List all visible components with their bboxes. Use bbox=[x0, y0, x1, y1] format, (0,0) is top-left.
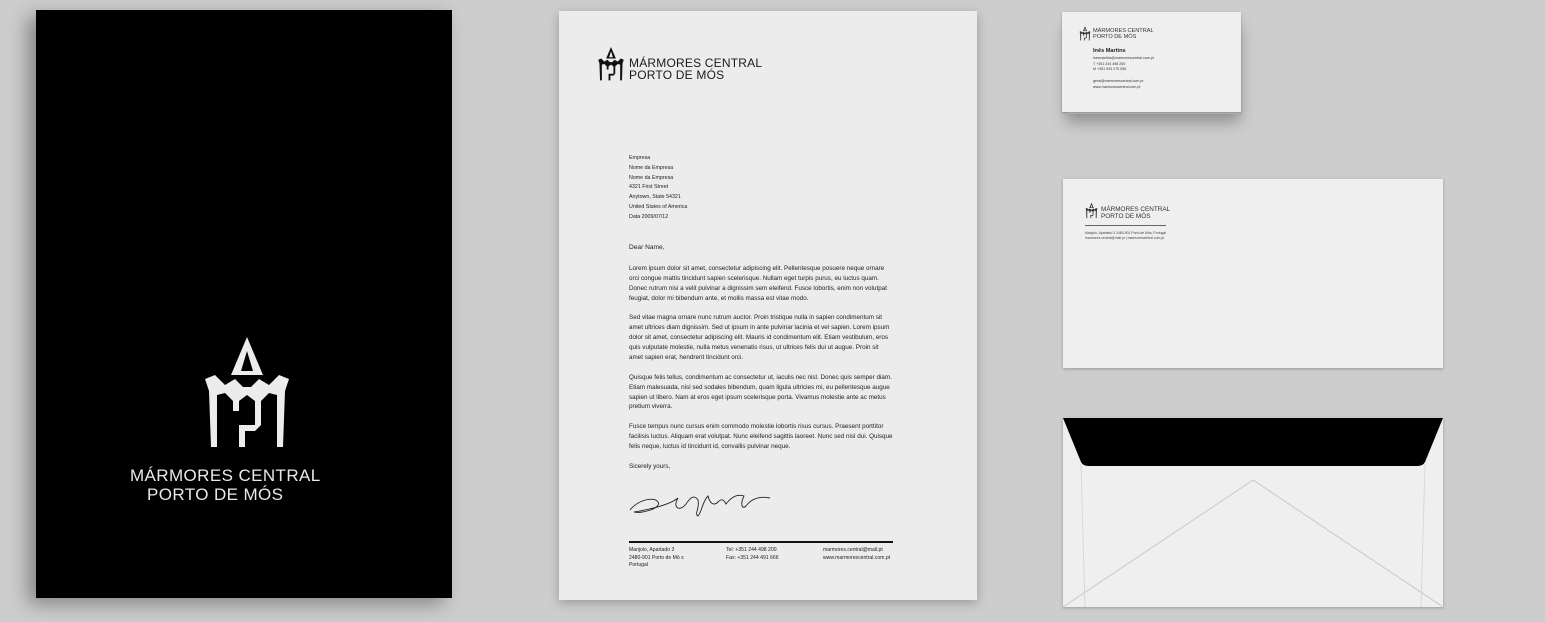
envelope-flap-icon bbox=[1063, 418, 1443, 607]
address-line: Manjolo, Apartado 3 2480-901 Porto de Mós, Portugal bbox=[1085, 231, 1167, 235]
card-contacts bbox=[1093, 56, 1154, 73]
address-line: Nome da Empresa bbox=[629, 174, 674, 181]
address-line: 4321 First Street bbox=[629, 184, 669, 191]
letterhead-brand-name bbox=[629, 57, 762, 81]
address-line: Nome da Empresa bbox=[629, 164, 674, 171]
address-line: Empresa bbox=[629, 155, 651, 161]
brand-logo-icon bbox=[1085, 202, 1098, 219]
brand-name-line2: PORTO DE MÓS bbox=[147, 485, 284, 504]
brand-name-line2: PORTO DE MÓS bbox=[1101, 212, 1151, 220]
footer-rule bbox=[629, 541, 893, 543]
body-paragraph: Fusce tempus nunc cursus enim commodo molestie lobortis risus cursus. Praesent porttitor facilisis luctus. Aliquam erat volutpat. Nunc eleifend sagittis laoreet. Nunc sed nisl dui. Quisque felis neque, luctus id tincidunt id, convallis pulvinar neque. bbox=[629, 423, 893, 450]
footer-line: Fax: +351 244 491 666 bbox=[726, 554, 779, 561]
card-person-name: Inês Martins bbox=[1093, 48, 1126, 54]
brand-logo-icon bbox=[597, 46, 625, 82]
footer-line: Tel: +351 244 498 200 bbox=[726, 547, 777, 553]
card-brand-name bbox=[1093, 29, 1154, 41]
contact-line: geral@marmorescentral.com.pt bbox=[1093, 79, 1144, 83]
recipient-address bbox=[629, 154, 687, 223]
body-paragraph: Sed vitae magna ornare nunc rutrum auctor. Proin tristique nulla in sapien condimentum sit amet ultrices diam dignissim. Sed ut ipsum in ante pulvinar lacinia et vel sapien. Lorem ipsum dolor sit amet, consectetur adipiscing elit. Mauris id condimentum elit. Etiam vestibulum, eros quis vulputate molestie, nulla metus venenatis risus, ut ultrices felis dui ut augue. Proin sit amet sapien erat, hendrerit tincidunt orci. bbox=[629, 314, 890, 362]
brand-name-line1: MÁRMORES CENTRAL bbox=[130, 466, 321, 485]
brand-logo-icon bbox=[201, 335, 293, 451]
envelope-back bbox=[1063, 418, 1443, 607]
brand-name-line1: MÁRMORES CENTRAL bbox=[629, 56, 763, 70]
black-presentation-folder bbox=[36, 10, 452, 598]
brand-name-line1: MÁRMORES CENTRAL bbox=[1093, 28, 1154, 34]
closing: Sicerely yours, bbox=[629, 462, 671, 470]
letter-body bbox=[629, 264, 893, 481]
brand-name-line2: PORTO DE MÓS bbox=[1093, 33, 1137, 40]
footer-web bbox=[823, 547, 890, 562]
address-line: marmores.central@mail.pt | marmorescentral.com.pt bbox=[1085, 235, 1165, 240]
body-paragraph: Quisque felis tellus, condimentum ac consectetur ut, iaculis nec nisl. Donec quis semper diam. Etiam malesuada, nisl sed sodales bibendum, quam ligula ultricies mi, eu pellentesque augue sapien ut libero. Nam at eros eget ipsum scelerisque porta. Vivamus molestie ante ac metus pretium viverra. bbox=[629, 373, 892, 411]
brand-logo-icon bbox=[1079, 26, 1091, 41]
contact-line: T +351 244 498 200 bbox=[1093, 61, 1126, 66]
footer-line: Portugal bbox=[629, 562, 648, 568]
envelope-rule bbox=[1085, 225, 1166, 226]
address-line: United States of America bbox=[629, 203, 688, 210]
contact-line: M +351 933 275 056 bbox=[1093, 67, 1127, 71]
footer-phones bbox=[726, 547, 779, 562]
footer-line: www.marmorescentral.com.pt bbox=[823, 554, 891, 561]
brand-name-line1: MÁRMORES CENTRAL bbox=[1101, 206, 1171, 213]
signature-icon bbox=[628, 486, 774, 520]
envelope-brand-name bbox=[1101, 207, 1170, 220]
brand-name-line2: PORTO DE MÓS bbox=[629, 68, 725, 82]
salutation: Dear Name, bbox=[629, 244, 665, 251]
envelope-address bbox=[1085, 231, 1166, 240]
contact-line: inesmartins@marmorescentral.com.pt bbox=[1093, 56, 1154, 60]
card-contacts-secondary bbox=[1093, 79, 1143, 90]
address-line: Anytown, State 54321 bbox=[629, 194, 681, 201]
footer-line: 2480-901 Porto de Mó s bbox=[629, 554, 684, 561]
letter-date: Data 2009/07/12 bbox=[629, 213, 669, 220]
contact-line: www.marmorescentral.com.pt bbox=[1093, 84, 1141, 89]
footer-line: Manjolo, Apartado 3 bbox=[629, 547, 675, 553]
folder-brand-name bbox=[130, 466, 390, 504]
footer-address bbox=[629, 547, 684, 570]
body-paragraph: Lorem ipsum dolor sit amet, consectetur adipiscing elit. Pellentesque posuere neque ornare orci congue mattis tincidunt sapien scelerisque. Nullam eget turpis purus, eu luctus quam. Donec rutrum nisi a velit pulvinar a dignissim sem eleifend. Fusce lobortis, enim non volutpat feugiat, dolor mi bibendum ante, et mollis massa est vitae modo. bbox=[629, 265, 887, 302]
footer-line: marmores.central@mail.pt bbox=[823, 547, 883, 553]
